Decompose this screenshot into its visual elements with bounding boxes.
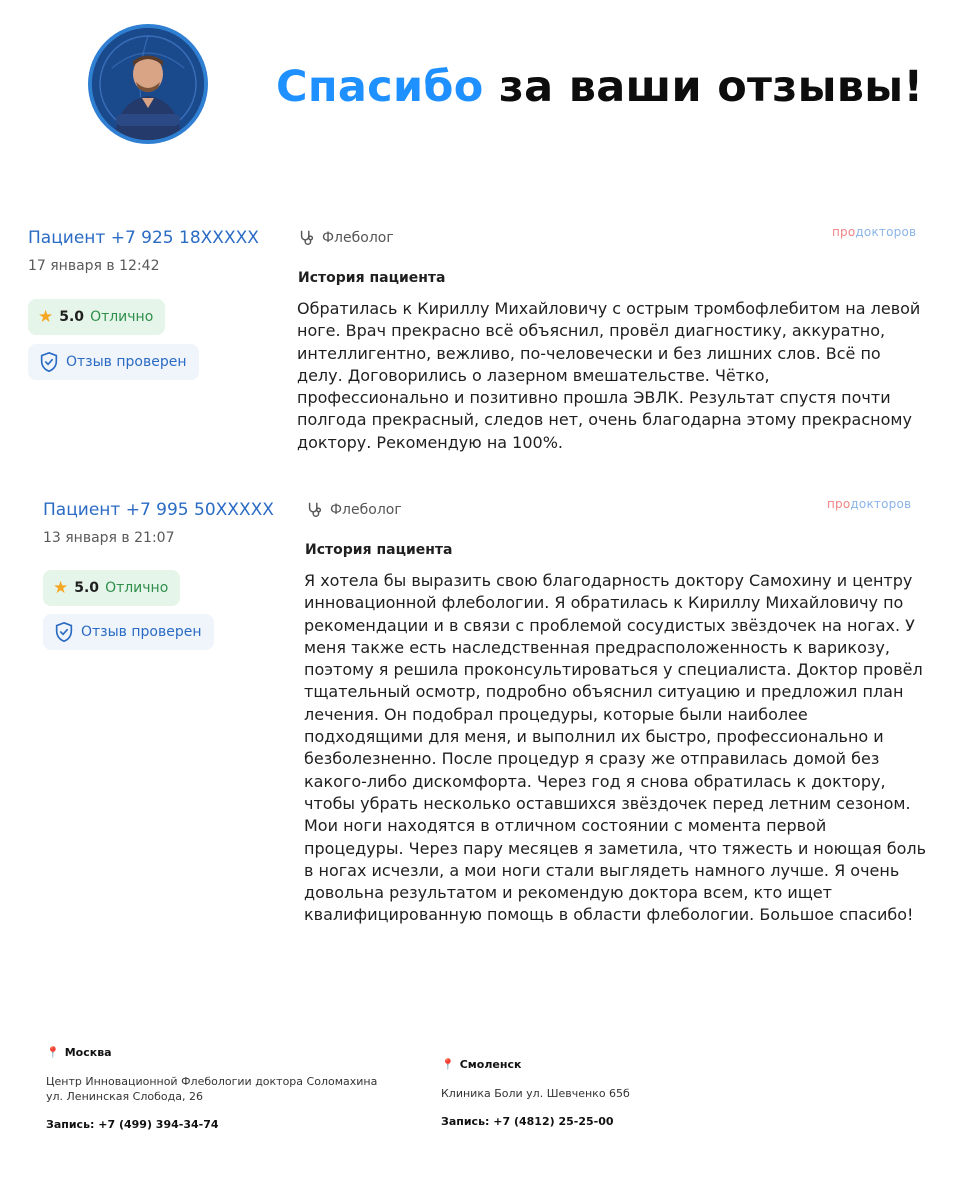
stethoscope-icon xyxy=(306,501,324,519)
prodoctorov-logo xyxy=(832,225,916,239)
clinic-address: ул. Ленинская Слобода, 26 xyxy=(46,1090,203,1103)
booking-phone[interactable]: Запись: +7 (4812) 25-25-00 xyxy=(441,1115,614,1128)
brand-part2: докторов xyxy=(855,225,917,239)
footer-city-smolensk xyxy=(441,1058,521,1071)
stethoscope-icon xyxy=(298,229,316,247)
review-text: Обратилась к Кириллу Михайловичу с острым тромбофлебитом на левой ноге. Врач прекрасно всё объяснил, провёл диагностику, аккуратно, интеллигентно, вежливо, по-человечески и без лишних слов. Всё по делу. Договорились о лазерном вмешательстве. Чётко, профессионально и позитивно прошла ЭВЛК. Результат спустя почти полгода прекрасный, следов нет, очень благодарна этому прекрасному доктору. Рекомендую на 100%. xyxy=(297,299,921,452)
review-date: 17 января в 12:42 xyxy=(28,258,160,274)
page-title xyxy=(276,62,923,112)
star-icon: ★ xyxy=(53,578,69,598)
brand-part1: про xyxy=(827,497,851,511)
city-name: Смоленск xyxy=(459,1058,522,1071)
star-icon: ★ xyxy=(38,307,54,327)
brand-part1: про xyxy=(832,225,856,239)
specialty xyxy=(298,229,394,247)
doctor-photo-icon xyxy=(92,28,204,140)
verified-label: Отзыв проверен xyxy=(66,354,187,370)
booking-phone[interactable]: Запись: +7 (499) 394-34-74 xyxy=(46,1118,219,1131)
review-date: 13 января в 21:07 xyxy=(43,530,175,546)
location-pin-icon: 📍 xyxy=(441,1058,455,1071)
section-title: История пациента xyxy=(305,542,453,558)
location-pin-icon: 📍 xyxy=(46,1046,60,1059)
page-title-rest: за ваши отзывы! xyxy=(483,62,924,112)
specialty-label: Флеболог xyxy=(330,502,402,518)
rating-score: 5.0 xyxy=(59,309,85,325)
rating-word: Отлично xyxy=(105,580,169,596)
city-name: Москва xyxy=(64,1046,112,1059)
brand-part2: докторов xyxy=(850,497,912,511)
verified-label: Отзыв проверен xyxy=(81,624,202,640)
prodoctorov-logo xyxy=(827,497,911,511)
page-title-accent: Спасибо xyxy=(276,62,484,112)
review-text: Я хотела бы выразить свою благодарность доктору Самохину и центру инновационной флебологии. Я обратилась к Кириллу Михайловичу по рекомендации и в связи с проблемой сосудистых звёздочек на ногах. У меня также есть наследственная предрасположенность к варикозу, поэтому я решила проконсультироваться у специалиста. Доктор провёл тщательный осмотр, подробно объяснил ситуацию и предложил план лечения. Он подобрал процедуры, которые были наиболее подходящими для меня, и выполнил их быстро, профессионально и безболезненно. После процедур я сразу же отправилась домой без какого-либо дискомфорта. Через год я снова обратилась к доктору, чтобы убрать несколько оставшихся звёздочек перед летним сезоном. Мои ноги находятся в отличном состоянии с момента первой процедуры. Через пару месяцев я заметила, что тяжесть и ноющая боль в ногах исчезли, а мои ноги стали выглядеть намного лучше. Я очень довольна результатом и рекомендую доктора всем, кто ищет квалифицированную помощь в области флебологии. Большое спасибо! xyxy=(304,571,927,925)
rating-score: 5.0 xyxy=(74,580,100,596)
shield-check-icon xyxy=(38,351,60,373)
specialty xyxy=(306,501,402,519)
rating-badge xyxy=(28,299,165,335)
verified-badge xyxy=(28,344,199,380)
clinic-name: Центр Инновационной Флебологии доктора Соломахина xyxy=(46,1075,378,1088)
review-author[interactable]: Пациент +7 995 50XXXXX xyxy=(43,500,274,520)
verified-badge xyxy=(43,614,214,650)
rating-badge xyxy=(43,570,180,606)
section-title: История пациента xyxy=(298,270,446,286)
rating-word: Отлично xyxy=(90,309,154,325)
doctor-avatar xyxy=(88,24,208,144)
specialty-label: Флеболог xyxy=(322,230,394,246)
footer-city-moscow xyxy=(46,1046,112,1059)
shield-check-icon xyxy=(53,621,75,643)
review-author[interactable]: Пациент +7 925 18XXXXX xyxy=(28,228,259,248)
clinic-address: Клиника Боли ул. Шевченко 65б xyxy=(441,1087,630,1100)
